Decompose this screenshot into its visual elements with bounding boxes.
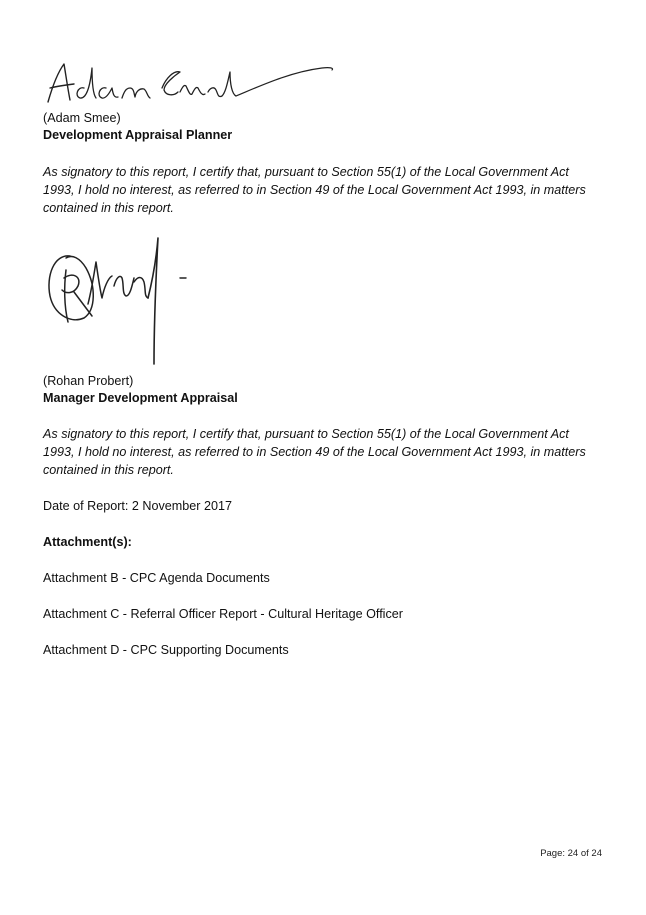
signatory-1-statement: [43, 163, 613, 217]
attachment-item: Attachment D - CPC Supporting Documents: [43, 643, 289, 657]
signatory-2-statement: [43, 425, 613, 479]
signatory-1-name: (Adam Smee): [43, 111, 121, 125]
attachment-item: Attachment C - Referral Officer Report - Cultural Heritage Officer: [43, 607, 403, 621]
statement-line: As signatory to this report, I certify that, pursuant to Section 55(1) of the Local Government Act: [43, 165, 569, 179]
signature-rohan-probert-icon: [40, 226, 200, 368]
attachment-item: Attachment B - CPC Agenda Documents: [43, 571, 270, 585]
signatory-1-title: Development Appraisal Planner: [43, 128, 233, 142]
signatory-2-name: (Rohan Probert): [43, 374, 134, 388]
statement-line: 1993, I hold no interest, as referred to in Section 49 of the Local Government Act 1993, in matters: [43, 183, 586, 197]
statement-line: contained in this report.: [43, 463, 174, 477]
attachments-heading: Attachment(s):: [43, 535, 132, 549]
signature-adam-smee-icon: [40, 58, 340, 106]
report-date: Date of Report: 2 November 2017: [43, 499, 233, 513]
signatory-2-title: Manager Development Appraisal: [43, 391, 238, 405]
statement-line: As signatory to this report, I certify that, pursuant to Section 55(1) of the Local Government Act: [43, 427, 569, 441]
statement-line: contained in this report.: [43, 201, 174, 215]
statement-line: 1993, I hold no interest, as referred to in Section 49 of the Local Government Act 1993, in matters: [43, 445, 586, 459]
page-number: Page: 24 of 24: [540, 848, 602, 859]
